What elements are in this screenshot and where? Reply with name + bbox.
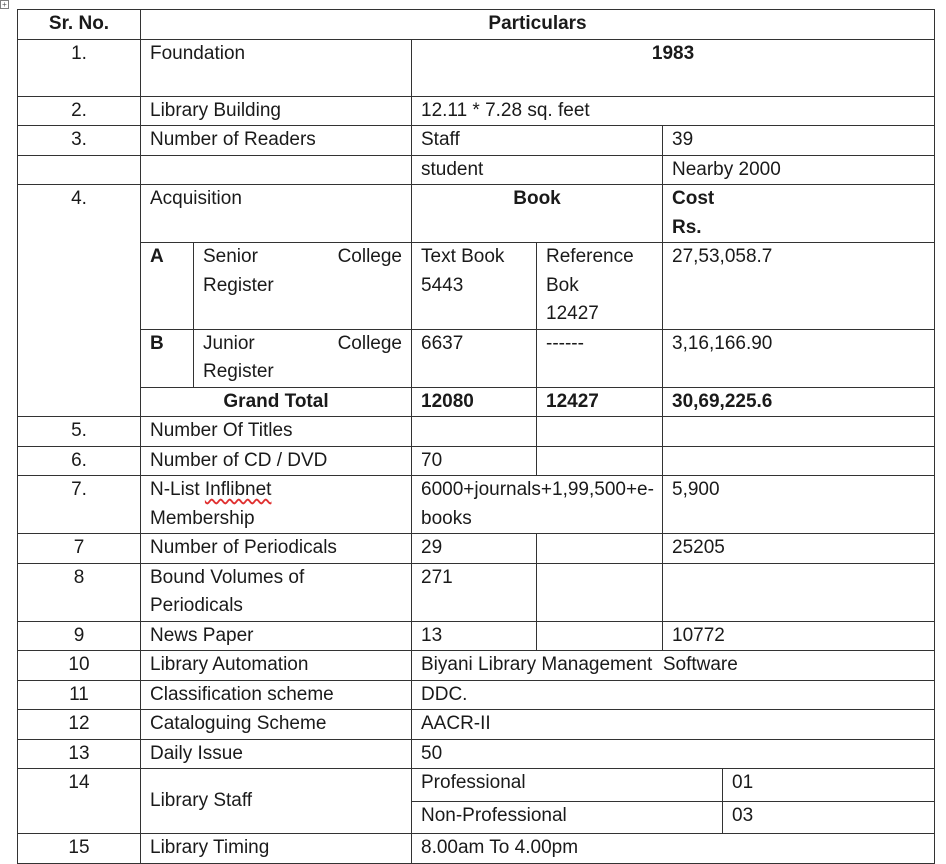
text-book-cell: 6637 [412,329,537,387]
grand-total-cost: 30,69,225.6 [663,387,935,417]
sr-cell-empty [18,387,141,417]
label-cell: Library Automation [141,651,412,681]
value-cell: 50 [412,739,935,769]
nonprofessional-value: 03 [723,802,935,834]
table-row [18,834,935,864]
table-row [18,155,935,185]
sr-cell: 7 [18,534,141,564]
table-row [18,534,935,564]
value-cell: Biyani Library Management Software [412,651,935,681]
sr-cell-empty [18,155,141,185]
reference-cell: ------ [537,329,663,387]
sr-cell: 4. [18,185,141,243]
cost-cell-empty [663,446,935,476]
sr-cell: 3. [18,126,141,156]
sr-cell-empty [18,243,141,330]
professional-label: Professional [412,769,723,802]
label-cell: Number of CD / DVD [141,446,412,476]
cost-cell: 3,16,166.90 [663,329,935,387]
register-word: Register [203,361,274,382]
sr-cell: 15 [18,834,141,864]
label-cell: News Paper [141,621,412,651]
senior-college-cell [194,243,412,330]
value-cell: 70 [412,446,537,476]
membership-word: Membership [150,507,255,529]
staff-value-cell: 39 [663,126,935,156]
book-header-cell: Book [412,185,663,243]
table-row [18,417,935,447]
text-book-count: 5443 [421,274,464,296]
sr-cell: 9 [18,621,141,651]
value-cell: 271 [412,563,537,621]
senior-word: Senior [203,246,258,267]
value-cell-empty [537,534,663,564]
nonprofessional-label: Non-Professional [412,802,723,834]
table-row [18,185,935,243]
table-row [18,651,935,681]
table-move-handle-icon[interactable]: + [0,0,9,9]
ebooks-text: +1,99,500+e- [540,479,654,500]
header-particulars: Particulars [141,10,935,40]
label-cell: Library Staff [141,769,412,834]
table-row [18,563,935,621]
text-book-label: Text Book [421,246,505,267]
table-row [18,476,935,534]
cost-cell: 5,900 [663,476,935,534]
library-info-table [17,9,935,864]
header-sr-no: Sr. No. [18,10,141,40]
student-value-cell: Nearby 2000 [663,155,935,185]
journals-text: 6000+journals [421,479,541,500]
value-cell-empty [412,417,537,447]
college-word: College [337,246,402,267]
text-book-cell [412,243,537,330]
cost-cell: 10772 [663,621,935,651]
label-cell: Classification scheme [141,680,412,710]
grand-total-text-book: 12080 [412,387,537,417]
cost-header-cell: Cost Rs. [663,185,723,243]
reference-count: 12427 [546,303,599,324]
label-cell: Cataloguing Scheme [141,710,412,740]
value-cell: 12.11 * 7.28 sq. feet [412,96,935,126]
table-row [18,769,935,802]
grand-total-reference: 12427 [537,387,663,417]
letter-a-cell: A [141,243,194,330]
table-row [18,680,935,710]
table-row [18,39,935,96]
value-cell: DDC. [412,680,935,710]
value-cell-empty [537,563,663,621]
table-row [18,243,935,330]
table-row [18,96,935,126]
reference-cell [537,243,663,330]
value-cell: 8.00am To 4.00pm [412,834,935,864]
register-word: Register [203,274,274,296]
sr-cell-empty [18,329,141,387]
sr-cell: 14 [18,769,141,834]
cost-cell-empty [663,417,935,447]
letter-b-cell: B [141,329,194,387]
header-row [18,10,935,40]
staff-label-cell: Staff [412,126,663,156]
table-row [18,621,935,651]
label-cell-empty [141,155,412,185]
value-cell: 1983 [412,39,935,96]
reference-label: Reference Bok [546,246,634,296]
filler-cell [723,185,935,243]
table-row [18,329,935,387]
bound-line-1: Bound Volumes of [150,566,305,588]
sr-cell: 6. [18,446,141,476]
table-row [18,446,935,476]
nlist-word: N-List [150,479,200,500]
label-cell [141,563,412,621]
sr-cell: 5. [18,417,141,447]
student-label-cell: student [412,155,663,185]
value-cell-empty [537,446,663,476]
value-cell: 13 [412,621,537,651]
table-row [18,710,935,740]
sr-cell: 11 [18,680,141,710]
label-cell: Daily Issue [141,739,412,769]
grand-total-label: Grand Total [141,387,412,417]
sr-cell: 8 [18,563,141,621]
value-cell [412,476,663,534]
professional-value: 01 [723,769,935,802]
cost-cell-empty [663,563,935,621]
books-text: books [421,507,472,529]
sr-cell: 13 [18,739,141,769]
value-cell-empty [537,621,663,651]
cost-cell: 27,53,058.7 [663,243,935,330]
junior-college-cell [194,329,412,387]
sr-cell: 12 [18,710,141,740]
cost-cell: 25205 [663,534,935,564]
value-cell-empty [537,417,663,447]
label-cell: Foundation [141,39,412,96]
label-cell: Number Of Titles [141,417,412,447]
sr-cell: 2. [18,96,141,126]
label-cell [141,476,412,534]
inflibnet-word: Inflibnet [204,479,272,500]
label-cell: Library Timing [141,834,412,864]
label-cell: Library Building [141,96,412,126]
label-cell: Number of Readers [141,126,412,156]
table-row [18,739,935,769]
label-cell: Number of Periodicals [141,534,412,564]
college-word: College [337,332,402,354]
value-cell: 29 [412,534,537,564]
sr-cell: 7. [18,476,141,534]
sr-cell: 1. [18,39,141,96]
value-cell: AACR-II [412,710,935,740]
table-row [18,126,935,156]
label-cell: Acquisition [141,185,412,243]
junior-word: Junior [203,332,255,354]
grand-total-row [18,387,935,417]
sr-cell: 10 [18,651,141,681]
bound-line-2: Periodicals [150,595,243,616]
